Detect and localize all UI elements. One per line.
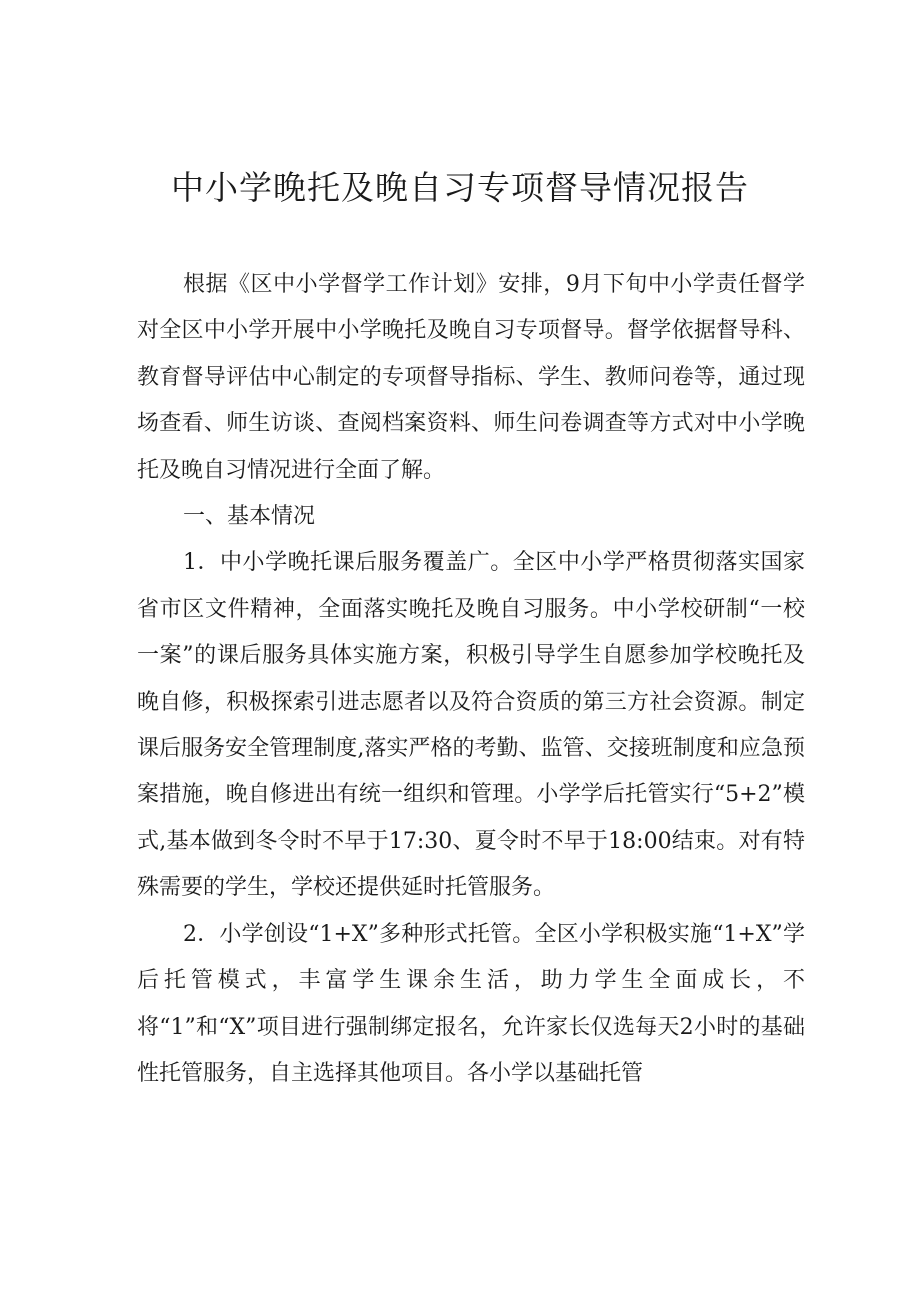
paragraph-item-1: 1．中小学晚托课后服务覆盖广。全区中小学严格贯彻落实国家省市区文件精神，全面落实晚托及晚自习服务。中小学校研制“一校一案”的课后服务具体实施方案，积极引导学生自愿参加学校晚托及晚自修，积极探索引进志愿者以及符合资质的第三方社会资源。制定课后服务安全管理制度,落实严格的考勤、监管、交接班制度和应急预案措施，晚自修进出有统一组织和管理。小学学后托管实行“5+2”模式,基本做到冬令时不早于17:30、夏令时不早于18:00结束。对有特殊需要的学生，学校还提供延时托管服务。 — [137, 550, 805, 901]
paragraph-item-2: 2．小学创设“1+X”多种形式托管。全区小学积极实施“1+X”学后托管模式，丰富学生课余生活，助力学生全面成长，不将“1”和“X”项目进行强制绑定报名，允许家长仅选每天2小时的基础性托管服务，自主选择其他项目。各小学以基础托管 — [137, 921, 805, 1086]
document-body — [137, 262, 805, 1097]
document-title: 中小学晚托及晚自习专项督导情况报告 — [171, 168, 749, 207]
section-heading-basic-situation: 一、基本情况 — [183, 504, 316, 530]
intro-paragraph: 根据《区中小学督学工作计划》安排，9月下旬中小学责任督学对全区中小学开展中小学晚托及晚自习专项督导。督学依据督导科、教育督导评估中心制定的专项督导指标、学生、教师问卷等，通过现场查看、师生访谈、查阅档案资料、师生问卷调查等方式对中小学晚托及晚自习情况进行全面了解。 — [137, 272, 805, 483]
